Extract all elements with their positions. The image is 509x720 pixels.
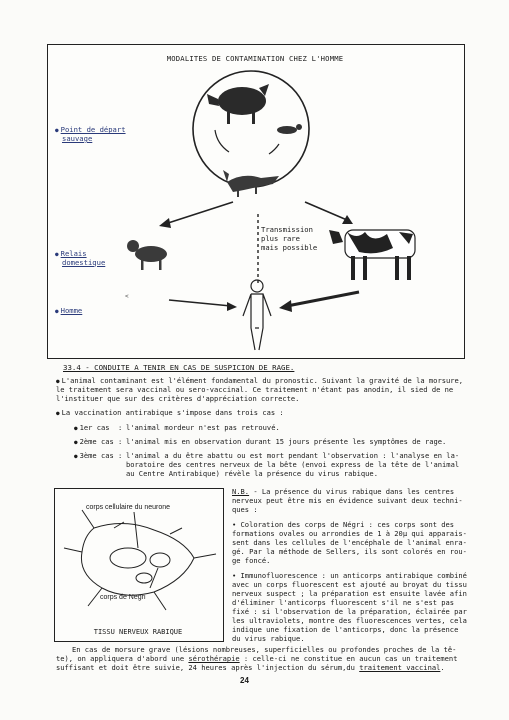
case-2-key: ● 2ème cas [74,438,114,448]
coloration-line-4: gé. Par la méthode de Sellers, ils sont colorés en rou- [232,547,467,556]
weasel-icon [277,124,302,134]
neuron-drawing [54,488,222,640]
inset-caption: TISSU NERVEUX RABIQUE [93,628,183,636]
contamination-diagram [47,44,463,357]
case-3-text-line-1: l'animal a du être abattu ou est mort pendant l'observation : l'analyse en la- [126,451,460,460]
svg-text:<: < [125,293,129,300]
paragraph-1-line-3: l'instituer que sur des critères d'appréciation correcte. [56,394,300,403]
case-sep: : [118,423,123,432]
immuno-line-4: d'éliminer l'anticorps fluorescent s'il ne s'est pas [232,598,455,607]
case-3-text-line-2: boratoire des centres nerveux de la bête (envoi express de la tête de l'animal [126,460,460,469]
label-point-depart: ● Point de départ [55,125,126,135]
label-mais-possible: mais possible [261,243,318,252]
dog-icon [127,240,167,270]
immuno-line-8: du virus rabique. [232,634,305,643]
section-heading: 33.4 - CONDUITE A TENIR EN CAS DE SUSPICION DE RAGE. [63,363,295,372]
label-sauvage: sauvage [62,134,93,143]
nb-line-3: ques : [232,505,258,514]
label-relais: ● Relais [55,249,87,259]
case-3-key: ● 3ème cas [74,452,114,462]
nb-line-2: nerveux peut être mis en évidence suivant deux techni- [232,496,463,505]
cow-icon [329,230,415,280]
coloration-line-5: ge foncé. [232,556,271,565]
fox-icon [223,170,279,197]
immuno-line-1: • Immunofluorescence : un anticorps antirabique combiné [232,571,467,580]
nb-line-1: N.B. - La présence du virus rabique dans les centres [232,487,455,496]
immuno-line-3: nerveux suspect ; la préparation est ensuite lavée afin [232,589,467,598]
immuno-line-5: fixé : si l'observation de la préparation, éclairée par [232,607,467,616]
label-plus-rare: plus rare [261,234,300,243]
paragraph-1-line-2: le traitement sera vaccinal ou sero-vaccinal. Ce traitement n'étant pas anodin, il sied de ne [56,385,454,394]
paragraph-2: ● La vaccination antirabique s'impose dans trois cas : [56,409,284,419]
immuno-line-7: indique une fixation de l'anticorps, donc la présence [232,625,459,634]
paragraph-1-line-1: ● L'animal contaminant est l'élément fondamental du pronostic. Suivant la gravité de la morsure, [56,377,463,387]
case-1-text: l'animal mordeur n'est pas retrouvé. [126,423,280,432]
label-corps-neurone: corps cellulaire du neurone [86,504,171,511]
case-2-text: l'animal mis en observation durant 15 jours présente les symptômes de rage. [126,437,447,446]
coloration-line-2: formations ovales ou arrondies de 1 à 20µ qui apparais- [232,529,467,538]
label-homme: ● Homme [55,306,82,316]
coloration-line-3: sent dans les cellules de l'encéphale de l'animal enra- [232,538,467,547]
immuno-line-6: les ultraviolets, montre des fluorescences vertes, cela [232,616,467,625]
case-3-text-line-3: au Centre Antirabique) révèle la présence du virus rabique. [126,469,378,478]
label-domestique: domestique [62,258,106,267]
case-sep: : [118,437,123,446]
label-corps-negri: corps de Negri [100,594,146,601]
label-transmission: Transmission [261,225,313,234]
case-1-key: ● 1er cas [74,424,110,434]
immuno-line-2: avec un corps fluorescent est ajouté au broyat du tissu [232,580,467,589]
closing-line-3: suffisant et doit être suivie, 24 heures après l'injection du sérum,du traitement vaccinal. [56,663,445,672]
page-number: 24 [240,676,249,685]
boar-icon [207,84,269,124]
coloration-line-1: • Coloration des corps de Négri : ces corps sont des [232,520,455,529]
case-sep: : [118,451,123,460]
human-figure-icon [243,280,271,350]
closing-line-2: te), on appliquera d'abord une sérothérapie : celle-ci ne constitue en aucun cas un traitement [56,654,458,663]
closing-line-1: En cas de morsure grave (lésions nombreuses, superficielles ou profondes proches de la tê- [72,645,457,654]
figure-title: MODALITES DE CONTAMINATION CHEZ L'HOMME [166,54,344,63]
